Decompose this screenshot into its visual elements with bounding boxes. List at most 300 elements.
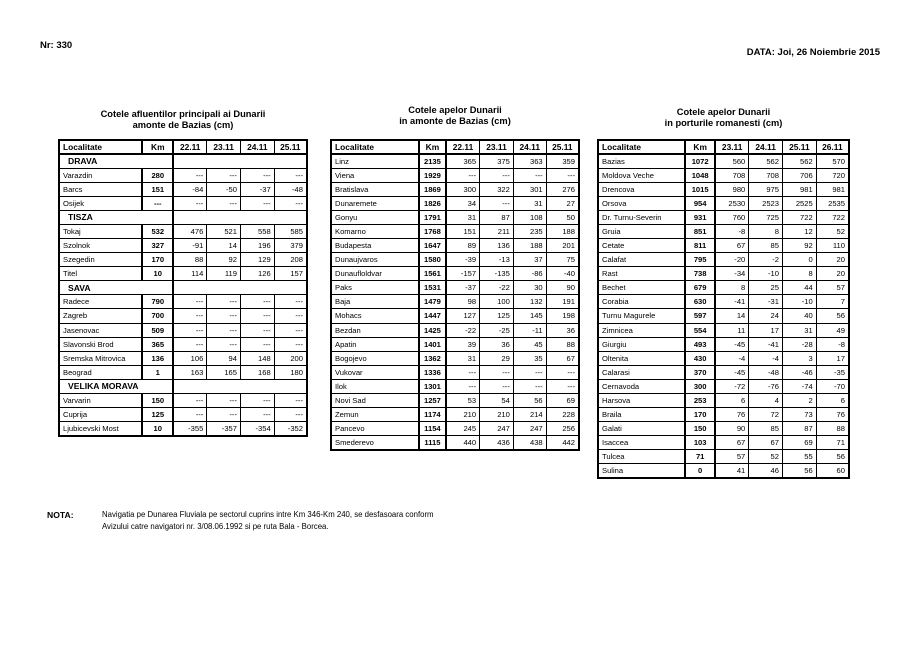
station-name: Pancevo: [331, 422, 419, 436]
station-name: Zagreb: [59, 309, 142, 323]
table-row: [59, 323, 307, 337]
level-value: -40: [546, 267, 579, 281]
level-value: 247: [513, 422, 546, 436]
level-value: 92: [207, 253, 241, 267]
level-value: 90: [546, 281, 579, 295]
level-value: ---: [480, 168, 514, 182]
table3-caption-line2: in porturile romanesti (cm): [664, 118, 783, 128]
km-value: 1580: [419, 253, 446, 267]
km-value: 811: [685, 239, 715, 253]
km-value: 151: [142, 182, 173, 196]
table1-caption: [58, 109, 308, 131]
table-row: [331, 337, 579, 351]
level-value: 85: [749, 239, 783, 253]
level-value: 442: [546, 436, 579, 450]
level-value: 558: [241, 224, 275, 238]
nota-text: Navigatia pe Dunarea Fluviala pe sectorul cuprins intre Km 346-Km 240, se desfasoara conform Avizului catre navigatori nr. 3/08.06.1992 si pe ruta Bala - Borcea.: [102, 510, 434, 531]
km-value: 1401: [419, 337, 446, 351]
km-value: 700: [142, 309, 173, 323]
table-row: [59, 337, 307, 351]
level-value: 39: [446, 337, 480, 351]
level-value: 151: [446, 224, 480, 238]
level-value: -46: [783, 365, 817, 379]
level-value: 7: [816, 295, 849, 309]
level-value: 53: [446, 393, 480, 407]
station-name: Radece: [59, 295, 142, 309]
table1-caption-line2: amonte de Bazias (cm): [132, 120, 234, 130]
level-value: 365: [446, 154, 480, 168]
level-value: 67: [749, 436, 783, 450]
column-header: 22.11: [446, 140, 480, 154]
station-name: Sulina: [598, 464, 685, 478]
section-title: TISZA: [59, 210, 173, 224]
station-name: Tulcea: [598, 450, 685, 464]
level-value: ---: [274, 393, 307, 407]
level-value: 375: [480, 154, 514, 168]
level-value: 188: [513, 239, 546, 253]
table-row: [598, 253, 849, 267]
station-name: Drencova: [598, 182, 685, 196]
km-value: 1791: [419, 210, 446, 224]
level-value: 67: [546, 351, 579, 365]
level-value: 126: [241, 267, 275, 281]
km-value: 1257: [419, 393, 446, 407]
romanian-ports-table: [597, 139, 850, 479]
level-value: 14: [715, 309, 749, 323]
table-row: [331, 436, 579, 450]
column-header: 25.11: [274, 140, 307, 154]
level-value: 760: [715, 210, 749, 224]
km-value: 136: [142, 351, 173, 365]
level-value: 720: [816, 168, 849, 182]
station-name: Viena: [331, 168, 419, 182]
level-value: 235: [513, 224, 546, 238]
level-value: -352: [274, 422, 307, 436]
table-row: [331, 393, 579, 407]
section-filler: [173, 154, 307, 168]
station-name: Paks: [331, 281, 419, 295]
section-filler: [173, 210, 307, 224]
level-value: 87: [480, 210, 514, 224]
level-value: 136: [480, 239, 514, 253]
km-value: 738: [685, 267, 715, 281]
level-value: -11: [513, 323, 546, 337]
level-value: -31: [749, 295, 783, 309]
level-value: 49: [816, 323, 849, 337]
level-value: 87: [783, 422, 817, 436]
table-row: [331, 281, 579, 295]
level-value: 40: [783, 309, 817, 323]
km-value: 597: [685, 309, 715, 323]
table-row: [598, 393, 849, 407]
level-value: 31: [783, 323, 817, 337]
level-value: 106: [173, 351, 207, 365]
km-value: 1768: [419, 224, 446, 238]
level-value: -2: [749, 253, 783, 267]
level-value: 363: [513, 154, 546, 168]
level-value: 163: [173, 365, 207, 379]
column-header: Localitate: [59, 140, 142, 154]
table-row: [598, 182, 849, 196]
level-value: 52: [816, 224, 849, 238]
km-value: 370: [685, 365, 715, 379]
station-name: Cuprija: [59, 407, 142, 421]
level-value: 69: [546, 393, 579, 407]
table-row: [331, 154, 579, 168]
table-row: [598, 281, 849, 295]
table-row: [59, 182, 307, 196]
level-value: 30: [513, 281, 546, 295]
level-value: -41: [749, 337, 783, 351]
level-value: 256: [546, 422, 579, 436]
level-value: 165: [207, 365, 241, 379]
level-value: ---: [173, 407, 207, 421]
level-value: 440: [446, 436, 480, 450]
km-value: 103: [685, 436, 715, 450]
level-value: -86: [513, 267, 546, 281]
station-name: Dr. Turnu-Severin: [598, 210, 685, 224]
level-value: ---: [274, 337, 307, 351]
level-value: ---: [513, 379, 546, 393]
station-name: Budapesta: [331, 239, 419, 253]
level-value: 521: [207, 224, 241, 238]
km-value: 795: [685, 253, 715, 267]
level-value: ---: [274, 295, 307, 309]
level-value: -354: [241, 422, 275, 436]
station-name: Galati: [598, 422, 685, 436]
table-row: [331, 253, 579, 267]
level-value: ---: [480, 379, 514, 393]
station-name: Mohacs: [331, 309, 419, 323]
level-value: -39: [446, 253, 480, 267]
km-value: 1479: [419, 295, 446, 309]
km-value: 1869: [419, 182, 446, 196]
level-value: 725: [749, 210, 783, 224]
tributaries-table: [58, 139, 308, 437]
level-value: ---: [241, 168, 275, 182]
level-value: ---: [173, 393, 207, 407]
level-value: 148: [241, 351, 275, 365]
table-header-row: [331, 140, 579, 154]
km-value: 71: [685, 450, 715, 464]
km-value: 790: [142, 295, 173, 309]
level-value: ---: [241, 323, 275, 337]
station-name: Harsova: [598, 393, 685, 407]
km-value: 150: [685, 422, 715, 436]
level-value: ---: [241, 295, 275, 309]
level-value: 276: [546, 182, 579, 196]
level-value: 24: [749, 309, 783, 323]
table1-caption-line1: Cotele afluentilor principali ai Dunarii: [100, 109, 266, 119]
level-value: 57: [816, 281, 849, 295]
column-header: 25.11: [546, 140, 579, 154]
table-row: [59, 168, 307, 182]
level-value: -45: [715, 337, 749, 351]
level-value: 31: [513, 196, 546, 210]
station-name: Gruia: [598, 224, 685, 238]
level-value: ---: [274, 323, 307, 337]
level-value: -37: [241, 182, 275, 196]
level-value: 55: [783, 450, 817, 464]
table-row: [331, 210, 579, 224]
column-header: 22.11: [173, 140, 207, 154]
level-value: ---: [207, 407, 241, 421]
table-row: [598, 337, 849, 351]
station-name: Calafat: [598, 253, 685, 267]
km-value: 1: [142, 365, 173, 379]
nota-label: NOTA:: [47, 510, 74, 520]
table-row: [331, 267, 579, 281]
table-row: [59, 295, 307, 309]
section-filler: [173, 379, 307, 393]
table-row: [59, 407, 307, 421]
section-filler: [173, 281, 307, 295]
level-value: -41: [715, 295, 749, 309]
level-value: 90: [715, 422, 749, 436]
table-row: [598, 407, 849, 421]
level-value: 108: [513, 210, 546, 224]
station-name: Apatin: [331, 337, 419, 351]
table-row: [598, 309, 849, 323]
km-value: 679: [685, 281, 715, 295]
level-value: -20: [715, 253, 749, 267]
km-value: 931: [685, 210, 715, 224]
level-value: 476: [173, 224, 207, 238]
level-value: 438: [513, 436, 546, 450]
station-name: Sremska Mitrovica: [59, 351, 142, 365]
station-name: Dunaufloldvar: [331, 267, 419, 281]
level-value: 562: [783, 154, 817, 168]
table-row: [331, 365, 579, 379]
level-value: 54: [480, 393, 514, 407]
level-value: 6: [715, 393, 749, 407]
level-value: 56: [816, 309, 849, 323]
station-name: Baja: [331, 295, 419, 309]
level-value: 379: [274, 239, 307, 253]
level-value: 228: [546, 407, 579, 421]
table-row: [598, 239, 849, 253]
level-value: ---: [446, 168, 480, 182]
column-header: 24.11: [241, 140, 275, 154]
level-value: 56: [816, 450, 849, 464]
station-name: Varvarin: [59, 393, 142, 407]
km-value: 554: [685, 323, 715, 337]
level-value: 85: [749, 422, 783, 436]
level-value: 60: [816, 464, 849, 478]
level-value: 27: [546, 196, 579, 210]
column-header: Km: [142, 140, 173, 154]
level-value: ---: [446, 379, 480, 393]
level-value: 71: [816, 436, 849, 450]
level-value: 17: [749, 323, 783, 337]
level-value: 975: [749, 182, 783, 196]
station-name: Beograd: [59, 365, 142, 379]
level-value: 20: [816, 267, 849, 281]
level-value: 585: [274, 224, 307, 238]
level-value: 37: [513, 253, 546, 267]
level-value: 211: [480, 224, 514, 238]
level-value: 2523: [749, 196, 783, 210]
level-value: 25: [749, 281, 783, 295]
level-value: 98: [446, 295, 480, 309]
station-name: Calarasi: [598, 365, 685, 379]
level-value: 168: [241, 365, 275, 379]
table-row: [331, 379, 579, 393]
table-row: [59, 351, 307, 365]
level-value: 198: [546, 309, 579, 323]
station-name: Cetate: [598, 239, 685, 253]
table-row: [331, 224, 579, 238]
km-value: 493: [685, 337, 715, 351]
level-value: 2530: [715, 196, 749, 210]
km-value: 1115: [419, 436, 446, 450]
km-value: 365: [142, 337, 173, 351]
level-value: 980: [715, 182, 749, 196]
table-row: [331, 309, 579, 323]
column-header: 26.11: [816, 140, 849, 154]
km-value: 253: [685, 393, 715, 407]
table-row: [598, 210, 849, 224]
level-value: 196: [241, 239, 275, 253]
level-value: 31: [446, 351, 480, 365]
table2-caption-line2: in amonte de Bazias (cm): [399, 116, 511, 126]
table-row: [331, 182, 579, 196]
level-value: 981: [816, 182, 849, 196]
level-value: 89: [446, 239, 480, 253]
station-name: Oltenita: [598, 351, 685, 365]
level-value: 247: [480, 422, 514, 436]
station-name: Bogojevo: [331, 351, 419, 365]
level-value: ---: [207, 295, 241, 309]
level-value: -74: [783, 379, 817, 393]
table-row: [598, 422, 849, 436]
level-value: 0: [783, 253, 817, 267]
level-value: 34: [446, 196, 480, 210]
km-value: 10: [142, 267, 173, 281]
km-value: 1301: [419, 379, 446, 393]
level-value: 981: [783, 182, 817, 196]
level-value: 75: [546, 253, 579, 267]
level-value: 4: [749, 393, 783, 407]
station-name: Bezdan: [331, 323, 419, 337]
station-name: Zemun: [331, 407, 419, 421]
station-name: Bratislava: [331, 182, 419, 196]
station-name: Vukovar: [331, 365, 419, 379]
level-value: ---: [173, 323, 207, 337]
level-value: -22: [446, 323, 480, 337]
level-value: ---: [446, 365, 480, 379]
level-value: ---: [173, 337, 207, 351]
level-value: ---: [546, 365, 579, 379]
table-row: [598, 168, 849, 182]
table-row: [331, 239, 579, 253]
station-name: Bechet: [598, 281, 685, 295]
km-value: 509: [142, 323, 173, 337]
level-value: ---: [207, 323, 241, 337]
level-value: 46: [749, 464, 783, 478]
level-value: 436: [480, 436, 514, 450]
station-name: Turnu Magurele: [598, 309, 685, 323]
km-value: 630: [685, 295, 715, 309]
station-name: Ilok: [331, 379, 419, 393]
level-value: 708: [749, 168, 783, 182]
table-row: [598, 464, 849, 478]
level-value: 67: [715, 239, 749, 253]
section-row: [59, 154, 307, 168]
km-value: 1425: [419, 323, 446, 337]
km-value: 430: [685, 351, 715, 365]
station-name: Cernavoda: [598, 379, 685, 393]
km-value: 280: [142, 168, 173, 182]
level-value: 67: [715, 436, 749, 450]
station-name: Rast: [598, 267, 685, 281]
column-header: Localitate: [331, 140, 419, 154]
table-row: [331, 196, 579, 210]
table-row: [598, 450, 849, 464]
level-value: 2535: [816, 196, 849, 210]
column-header: 24.11: [513, 140, 546, 154]
level-value: 208: [274, 253, 307, 267]
level-value: 210: [446, 407, 480, 421]
level-value: ---: [207, 196, 241, 210]
level-value: 35: [513, 351, 546, 365]
level-value: -25: [480, 323, 514, 337]
level-value: -35: [816, 365, 849, 379]
table-row: [59, 365, 307, 379]
km-value: 1174: [419, 407, 446, 421]
table-row: [59, 309, 307, 323]
level-value: 301: [513, 182, 546, 196]
km-value: 1647: [419, 239, 446, 253]
km-value: 1929: [419, 168, 446, 182]
level-value: -135: [480, 267, 514, 281]
level-value: 145: [513, 309, 546, 323]
table-header-row: [59, 140, 307, 154]
station-name: Orsova: [598, 196, 685, 210]
level-value: 119: [207, 267, 241, 281]
level-value: 180: [274, 365, 307, 379]
level-value: -10: [749, 267, 783, 281]
table-row: [598, 154, 849, 168]
level-value: -48: [749, 365, 783, 379]
level-value: 57: [715, 450, 749, 464]
level-value: -84: [173, 182, 207, 196]
level-value: ---: [207, 168, 241, 182]
level-value: -50: [207, 182, 241, 196]
column-header: Localitate: [598, 140, 685, 154]
table-row: [59, 422, 307, 436]
table-row: [598, 196, 849, 210]
level-value: 72: [749, 407, 783, 421]
station-name: Ljubicevski Most: [59, 422, 142, 436]
station-name: Zimnicea: [598, 323, 685, 337]
level-value: 100: [480, 295, 514, 309]
level-value: ---: [274, 309, 307, 323]
table-row: [598, 224, 849, 238]
km-value: 300: [685, 379, 715, 393]
station-name: Titel: [59, 267, 142, 281]
level-value: 157: [274, 267, 307, 281]
level-value: 562: [749, 154, 783, 168]
level-value: ---: [173, 196, 207, 210]
section-row: [59, 379, 307, 393]
km-value: 0: [685, 464, 715, 478]
table2-caption-line1: Cotele apelor Dunarii: [408, 105, 502, 115]
level-value: 132: [513, 295, 546, 309]
level-value: ---: [207, 309, 241, 323]
table-row: [598, 365, 849, 379]
level-value: ---: [173, 295, 207, 309]
